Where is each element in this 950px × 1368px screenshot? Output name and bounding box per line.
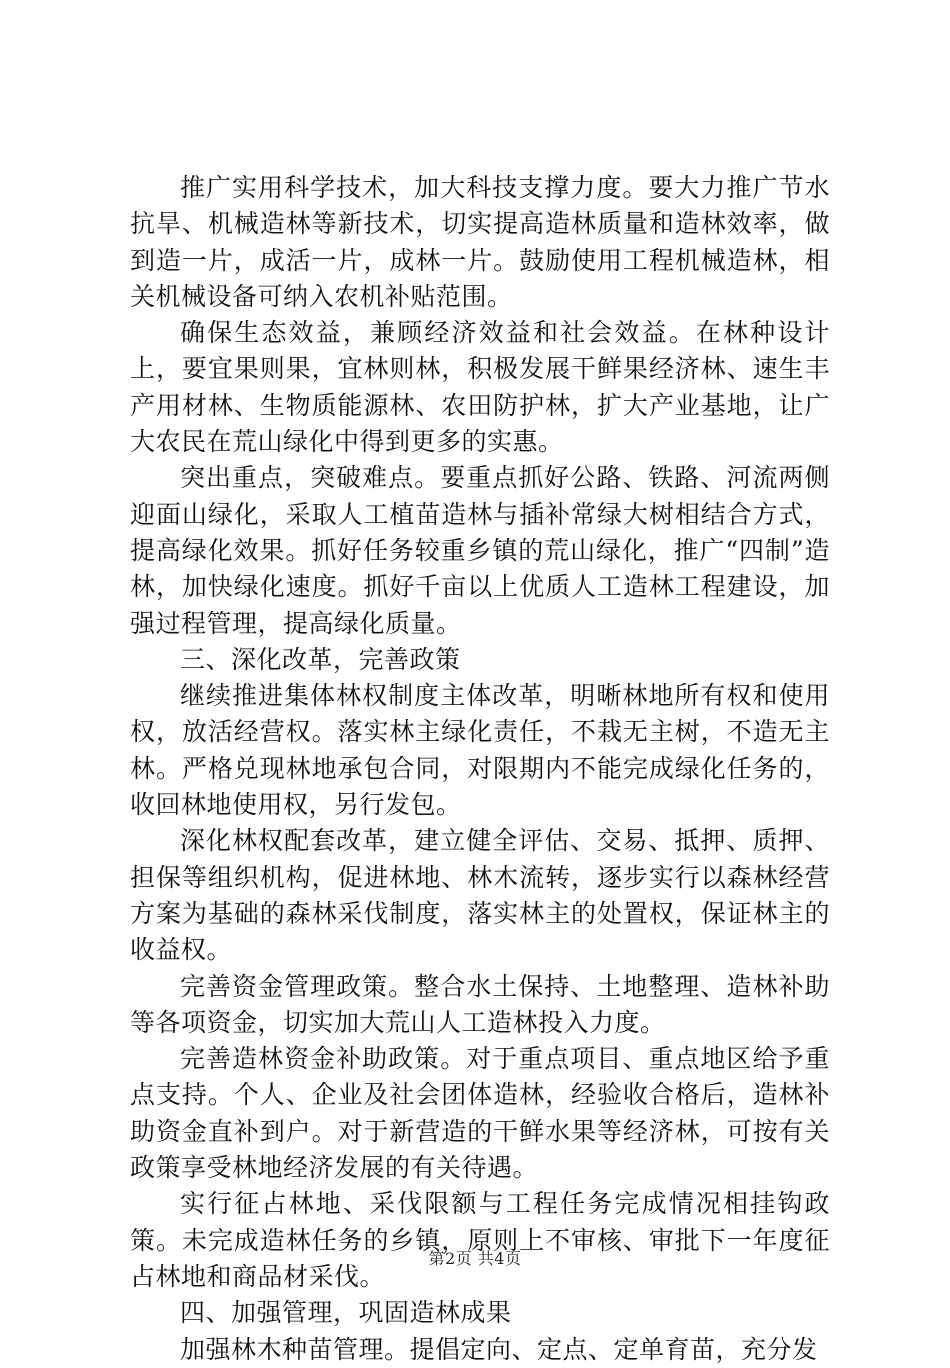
paragraph-ecological-benefits: 确保生态效益，兼顾经济效益和社会效益。在林种设计上，要宜果则果，宜林则林，积极发展干鲜果经济林、速生丰产用材林、生物质能源林、农田防护林，扩大产业基地，让广大农民在荒山绿化中得到更多的实惠。 bbox=[130, 318, 830, 457]
paragraph-forest-rights-reform: 继续推进集体林权制度主体改革，明晰林地所有权和使用权，放活经营权。落实林主绿化责任，不栽无主树，不造无主林。严格兑现林地承包合同，对限期内不能完成绿化任务的，收回林地使用权，另行发包。 bbox=[130, 681, 830, 820]
paragraph-supporting-reform: 深化林权配套改革，建立健全评估、交易、抵押、质押、担保等组织机构，促进林地、林木流转，逐步实行以森林经营方案为基础的森林采伐制度，落实林主的处置权，保证林主的收益权。 bbox=[130, 826, 830, 965]
section-heading-management: 四、加强管理，巩固造林成果 bbox=[180, 1298, 512, 1328]
document-body bbox=[130, 170, 830, 1368]
paragraph-fund-management: 完善资金管理政策。整合水土保持、土地整理、造林补助等各项资金，切实加大荒山人工造林投入力度。 bbox=[130, 971, 830, 1037]
paragraph-key-points: 突出重点，突破难点。要重点抓好公路、铁路、河流两侧迎面山绿化，采取人工植苗造林与插补常绿大树相结合方式，提高绿化效果。抓好任务较重乡镇的荒山绿化，推广“四制”造林，加快绿化速度。抓好千亩以上优质人工造林工程建设，加强过程管理，提高绿化质量。 bbox=[130, 463, 830, 638]
paragraph-promote-technology: 推广实用科学技术，加大科技支撑力度。要大力推广节水抗旱、机械造林等新技术，切实提高造林质量和造林效率，做到造一片，成活一片，成林一片。鼓励使用工程机械造林，相关机械设备可纳入农机补贴范围。 bbox=[130, 173, 830, 311]
paragraph-seedling-management: 加强林木种苗管理。提倡定向、定点、定单育苗，充分发 bbox=[180, 1334, 818, 1364]
page-number-footer: 第2页 共4页 bbox=[428, 1249, 522, 1268]
paragraph-subsidy-policy: 完善造林资金补助政策。对于重点项目、重点地区给予重点支持。个人、企业及社会团体造林，经验收合格后，造林补助资金直补到户。对于新营造的干鲜水果等经济林，可按有关政策享受林地经济发展的有关待遇。 bbox=[130, 1044, 830, 1183]
section-heading-reform: 三、深化改革，完善政策 bbox=[180, 644, 461, 674]
paragraph-land-use-policy: 实行征占林地、采伐限额与工程任务完成情况相挂钩政策。未完成造林任务的乡镇，原则上不审核、审批下一年度征占林地和商品材采伐。 bbox=[130, 1189, 830, 1291]
